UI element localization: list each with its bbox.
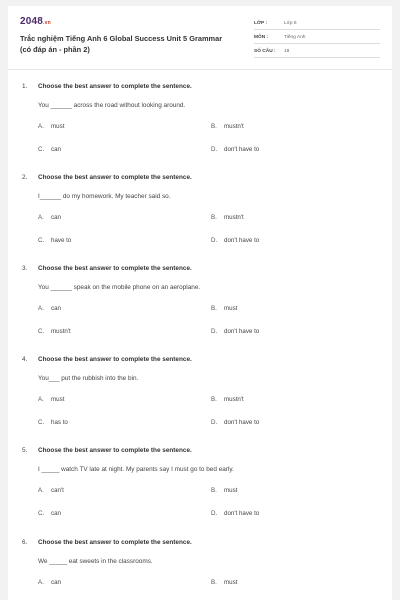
option-text: don't have to <box>224 237 260 244</box>
option-text: mustn't <box>51 328 71 335</box>
option-b[interactable] <box>211 579 237 586</box>
option-key: B. <box>211 123 217 130</box>
option-text: can <box>51 510 61 517</box>
option-d[interactable] <box>211 328 259 335</box>
option-key: C. <box>38 419 45 426</box>
meta-class-label: LỚP : <box>254 21 268 26</box>
question-sentence: I _____ watch TV late at night. My parents say I must go to bed early. <box>38 466 234 473</box>
option-c[interactable] <box>38 419 68 426</box>
logo-text: 2048 <box>20 16 44 27</box>
question-3 <box>8 265 392 345</box>
question-sentence: I______ do my homework. My teacher said so. <box>38 193 171 200</box>
worksheet-header <box>8 6 392 68</box>
option-a[interactable] <box>38 396 64 403</box>
option-key: D. <box>211 510 218 517</box>
question-1 <box>8 83 392 163</box>
meta-subject-value: Tiếng Anh <box>284 35 306 40</box>
question-prompt: Choose the best answer to complete the sentence. <box>38 265 192 272</box>
meta-subject <box>254 33 380 44</box>
option-c[interactable] <box>38 237 71 244</box>
option-text: has to <box>51 419 68 426</box>
question-prompt: Choose the best answer to complete the sentence. <box>38 174 192 181</box>
option-text: don't have to <box>224 328 260 335</box>
option-text: don't have to <box>224 146 260 153</box>
option-key: A. <box>38 305 44 312</box>
option-b[interactable] <box>211 487 237 494</box>
question-prompt: Choose the best answer to complete the sentence. <box>38 539 192 546</box>
option-text: can <box>51 146 61 153</box>
meta-count <box>254 47 380 58</box>
option-a[interactable] <box>38 214 61 221</box>
option-d[interactable] <box>211 146 259 153</box>
header-divider <box>8 69 392 70</box>
option-text: don't have to <box>224 510 260 517</box>
question-number: 1. <box>22 83 28 90</box>
option-text: must <box>224 487 238 494</box>
option-text: must <box>224 579 238 586</box>
option-key: D. <box>211 146 218 153</box>
option-b[interactable] <box>211 123 244 130</box>
page-title <box>20 34 245 55</box>
option-a[interactable] <box>38 305 61 312</box>
question-number: 5. <box>22 447 28 454</box>
option-text: must <box>51 123 65 130</box>
option-text: have to <box>51 237 72 244</box>
option-key: D. <box>211 328 218 335</box>
option-d[interactable] <box>211 510 259 517</box>
option-text: must <box>224 305 238 312</box>
option-b[interactable] <box>211 214 244 221</box>
title-line-1: Trắc nghiệm Tiếng Anh 6 Global Success Unit 5 Grammar <box>20 34 223 43</box>
option-key: D. <box>211 419 218 426</box>
option-key: A. <box>38 123 44 130</box>
question-2 <box>8 174 392 254</box>
option-key: A. <box>38 214 44 221</box>
option-b[interactable] <box>211 396 244 403</box>
question-5 <box>8 447 392 527</box>
meta-count-value: 18 <box>284 49 290 54</box>
option-text: mustn't <box>224 123 244 130</box>
site-logo[interactable] <box>20 16 51 27</box>
option-d[interactable] <box>211 419 259 426</box>
option-key: A. <box>38 487 44 494</box>
option-key: C. <box>38 328 45 335</box>
question-prompt: Choose the best answer to complete the sentence. <box>38 83 192 90</box>
question-4 <box>8 356 392 436</box>
question-prompt: Choose the best answer to complete the sentence. <box>38 356 192 363</box>
option-a[interactable] <box>38 579 61 586</box>
option-c[interactable] <box>38 328 71 335</box>
title-line-2: (có đáp án - phần 2) <box>20 44 90 54</box>
option-key: B. <box>211 579 217 586</box>
meta-count-label: SỐ CÂU : <box>254 49 276 54</box>
option-a[interactable] <box>38 487 64 494</box>
option-key: B. <box>211 487 217 494</box>
logo-tld: .vn <box>43 20 51 26</box>
option-key: A. <box>38 396 44 403</box>
question-6 <box>8 539 392 600</box>
option-c[interactable] <box>38 510 61 517</box>
option-key: B. <box>211 305 217 312</box>
option-c[interactable] <box>38 146 61 153</box>
option-text: mustn't <box>224 214 244 221</box>
question-number: 6. <box>22 539 28 546</box>
meta-class <box>254 19 380 30</box>
option-key: A. <box>38 579 44 586</box>
option-text: don't have to <box>224 419 260 426</box>
question-sentence: You ______ across the road without looking around. <box>38 102 186 109</box>
option-d[interactable] <box>211 237 259 244</box>
question-number: 3. <box>22 265 28 272</box>
option-key: B. <box>211 214 217 221</box>
option-b[interactable] <box>211 305 237 312</box>
option-a[interactable] <box>38 123 64 130</box>
question-sentence: We _____ eat sweets in the classrooms. <box>38 558 153 565</box>
option-key: D. <box>211 237 218 244</box>
option-key: C. <box>38 237 45 244</box>
question-number: 4. <box>22 356 28 363</box>
question-prompt: Choose the best answer to complete the sentence. <box>38 447 192 454</box>
option-key: C. <box>38 510 45 517</box>
question-sentence: You___ put the rubbish into the bin. <box>38 375 139 382</box>
option-text: must <box>51 396 65 403</box>
option-text: can <box>51 579 61 586</box>
option-text: can't <box>51 487 64 494</box>
option-key: B. <box>211 396 217 403</box>
option-text: mustn't <box>224 396 244 403</box>
meta-class-value: Lớp 6 <box>284 21 297 26</box>
option-text: can <box>51 214 61 221</box>
worksheet <box>8 6 392 600</box>
meta-subject-label: MÔN : <box>254 35 269 40</box>
question-number: 2. <box>22 174 28 181</box>
option-text: can <box>51 305 61 312</box>
question-sentence: You ______ speak on the mobile phone on an aeroplane. <box>38 284 201 291</box>
option-key: C. <box>38 146 45 153</box>
